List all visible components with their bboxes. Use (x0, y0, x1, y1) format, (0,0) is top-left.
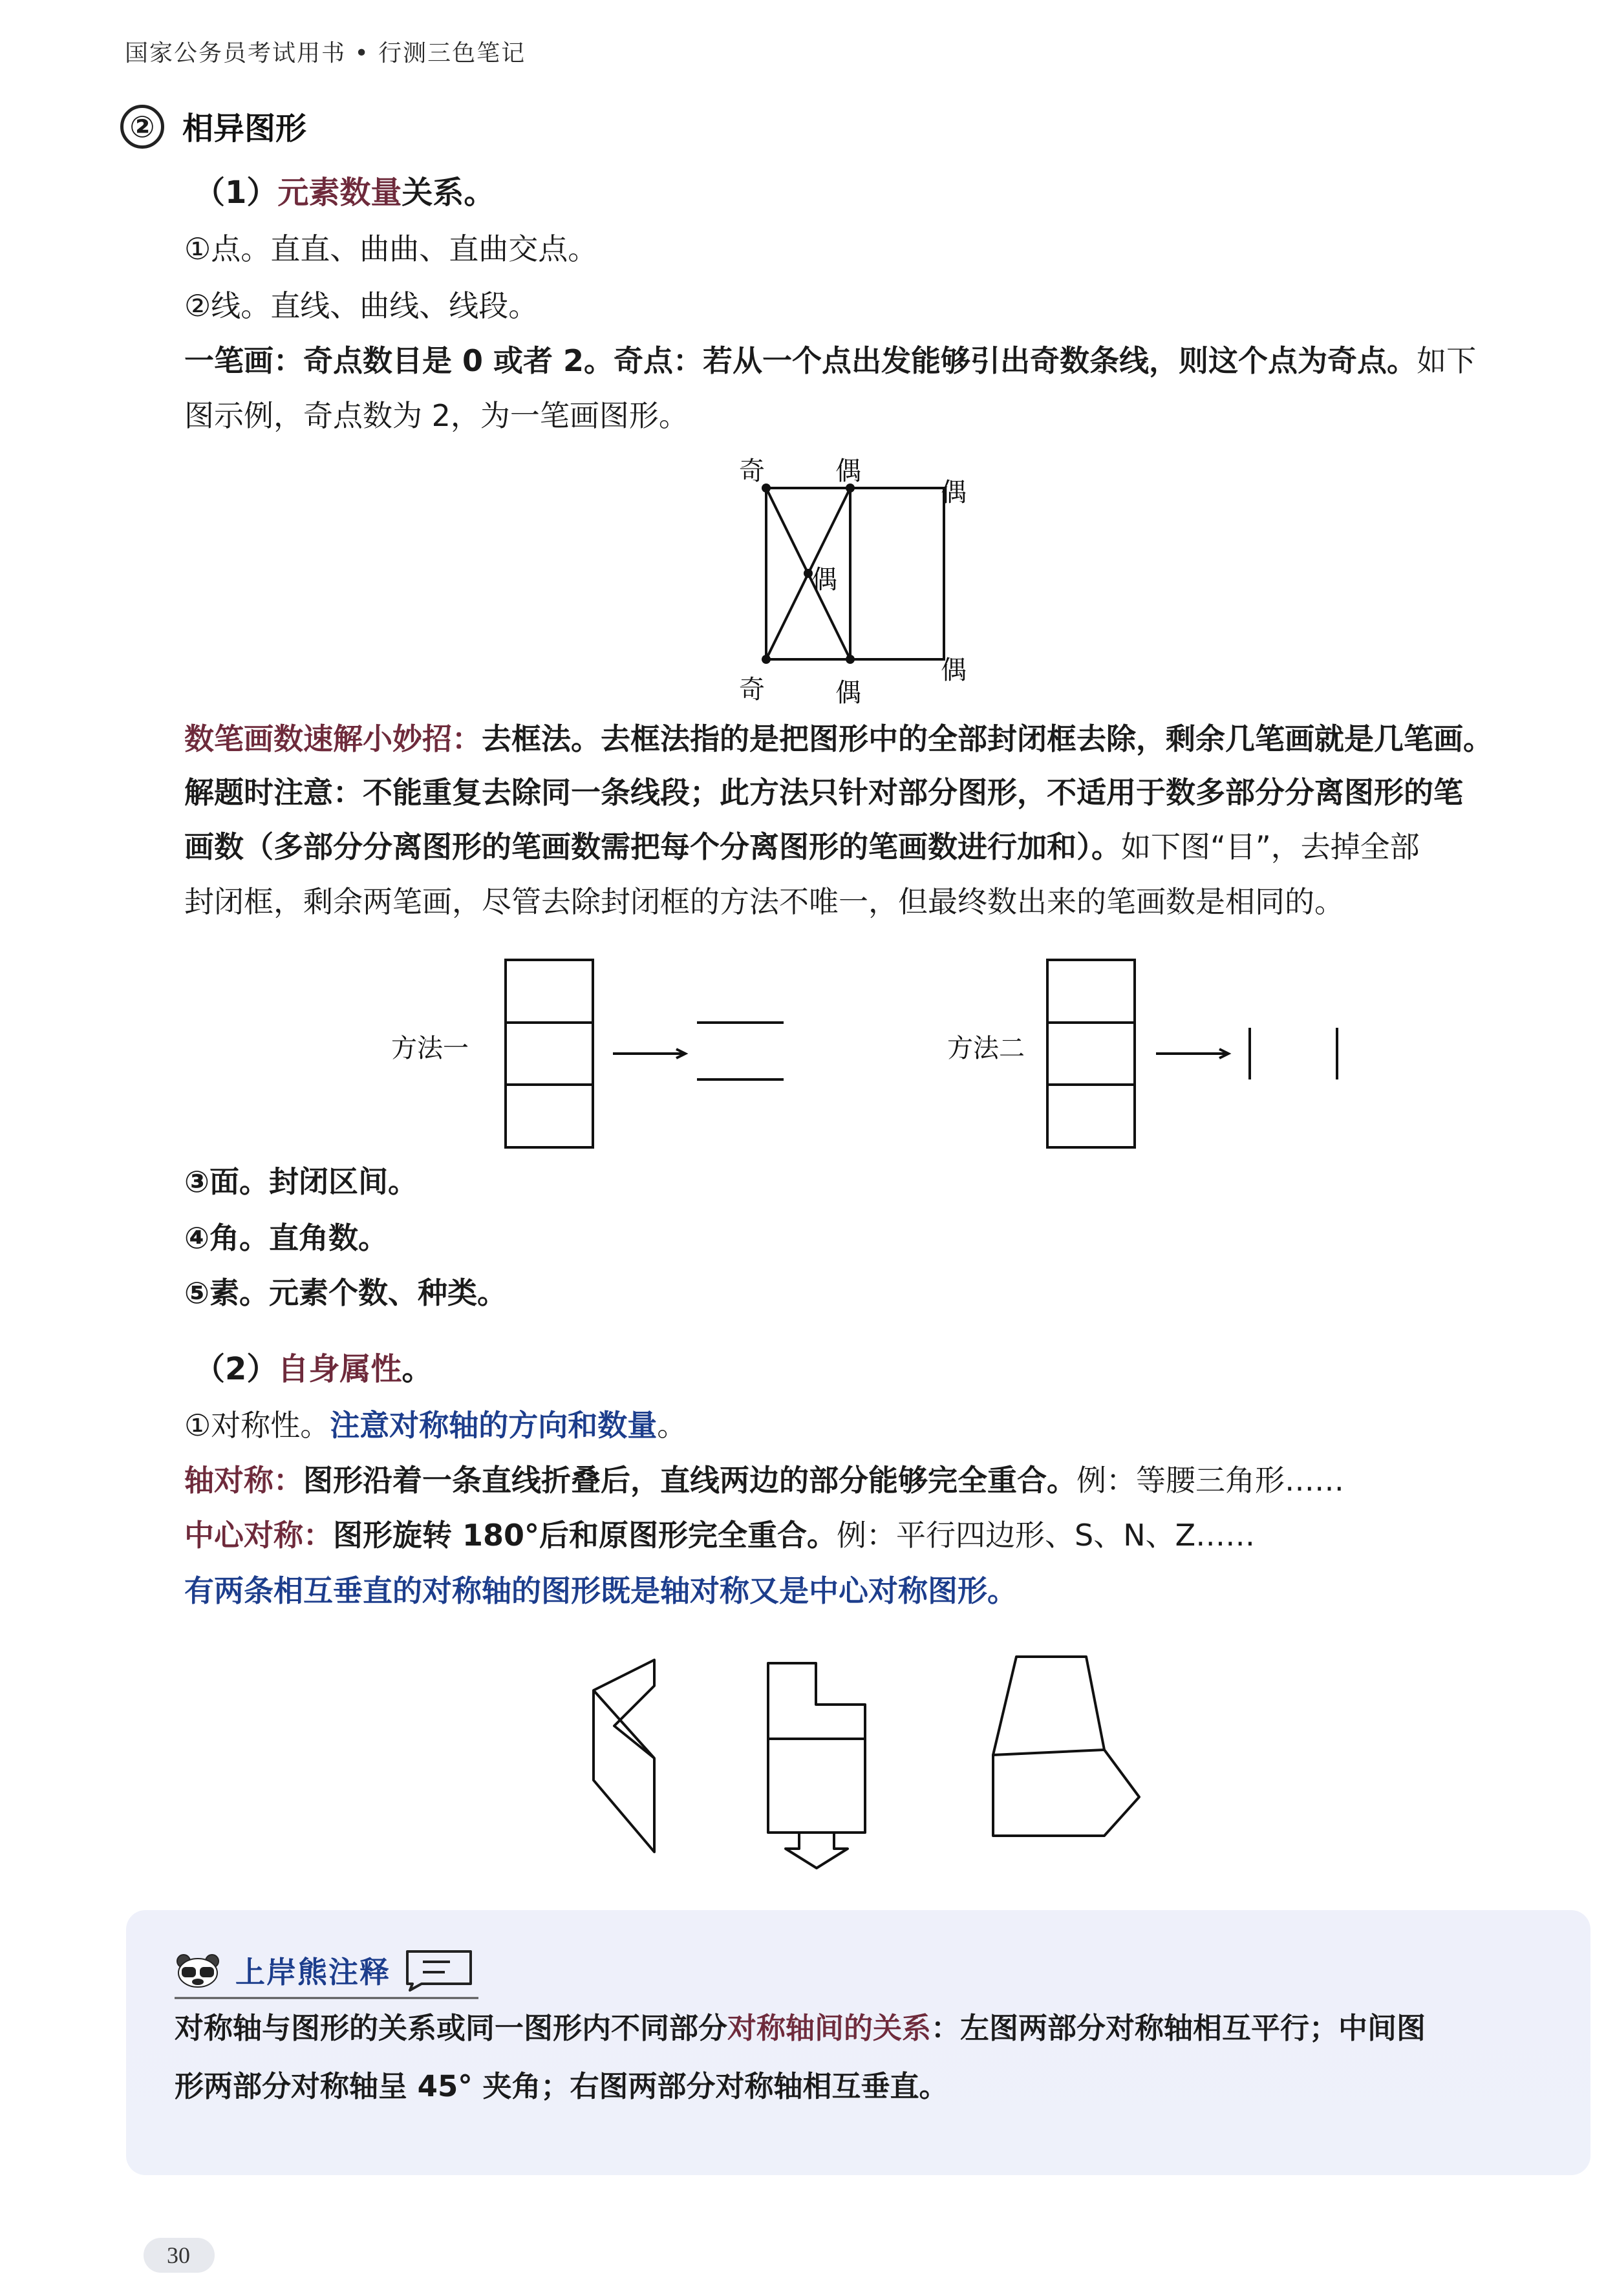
diagonal-figure-arrow (786, 1833, 848, 1868)
note-line1-colored: 对称轴间的关系 (727, 2011, 932, 2045)
center-symmetry-line (184, 1517, 1255, 1553)
axis-symmetry-label: 轴对称： (184, 1463, 303, 1498)
note-header-underline (175, 1996, 498, 2001)
part2-heading-colored: 自身属性 (277, 1351, 402, 1387)
figure1-outer-rect (766, 488, 944, 659)
symmetry-item-end: 。 (657, 1408, 687, 1443)
item-line: ②线。直线、曲线、线段。 (184, 288, 539, 323)
note-line1 (175, 2010, 1426, 2046)
method2-box (1047, 960, 1135, 1147)
perpendicular-axes-figure (989, 1652, 1151, 1839)
part1-heading (194, 175, 495, 211)
tip-line3 (184, 829, 1420, 865)
tip-line2: 解题时注意：不能重复去除同一条线段；此方法只针对部分图形，不适用于数多部分分离图形的笔 (184, 775, 1463, 810)
yibihua-definition: 一笔画：奇点数目是 0 或者 2。奇点：若从一个点出发能够引出奇数条线，则这个点为奇点。 (184, 343, 1417, 378)
part1-heading-prefix: （1） (194, 175, 278, 211)
note-line2: 形两部分对称轴呈 45° 夹角；右图两部分对称轴相互垂直。 (175, 2069, 948, 2103)
item-element: ⑤素。元素个数、种类。 (184, 1275, 507, 1310)
part2-heading (194, 1351, 433, 1387)
note-header (175, 1940, 475, 2000)
perpendicular-figure-outline (993, 1657, 1139, 1836)
running-header: 国家公务员考试用书 • 行测三色笔记 (125, 40, 526, 67)
tip-label: 数笔画数速解小妙招： (184, 721, 482, 756)
note-line1-a: 对称轴与图形的关系或同一图形内不同部分 (175, 2011, 728, 2045)
center-symmetry-definition: 图形旋转 180°后和原图形完全重合。 (333, 1518, 837, 1553)
center-symmetry-example: 例：平行四边形、S、N、Z…… (837, 1518, 1256, 1553)
page-number: 30 (144, 2238, 215, 2273)
axis-symmetry-definition: 图形沿着一条直线折叠后，直线两边的部分能够完全重合。 (303, 1463, 1076, 1498)
perpendicular-figure-divider (993, 1750, 1104, 1755)
label-even-top: 偶 (835, 456, 861, 486)
label-even-bottom: 偶 (835, 678, 861, 708)
axis-symmetry-line (184, 1462, 1344, 1498)
method2-figure (1040, 953, 1350, 1154)
item-point: ①点。直直、曲曲、直曲交点。 (184, 231, 598, 266)
parallel-axes-figure (582, 1655, 659, 1862)
tip-line4: 封闭框，剩余两笔画，尽管去除封闭框的方法不唯一，但最终数出来的笔画数是相同的。 (184, 884, 1344, 919)
item-angle: ④角。直角数。 (184, 1220, 388, 1255)
part2-heading-suffix: 。 (402, 1351, 433, 1387)
symmetry-item (184, 1407, 687, 1443)
symmetry-item-label: ①对称性。 (184, 1408, 330, 1443)
part2-heading-prefix: （2） (194, 1351, 278, 1387)
label-even-top-right: 偶 (941, 478, 967, 507)
diagonal-axes-figure (763, 1658, 879, 1871)
parallel-figure-fold (594, 1690, 654, 1758)
parallel-figure-outline (594, 1660, 654, 1852)
note-title: 上岸熊注释 (235, 1955, 391, 1990)
both-symmetry-statement: 有两条相互垂直的对称轴的图形既是轴对称又是中心对称图形。 (184, 1573, 1017, 1608)
part1-heading-colored: 元素数量 (277, 175, 402, 211)
method2-label: 方法二 (947, 1034, 1025, 1063)
tip-line1-text: 去框法。去框法指的是把图形中的全部封闭框去除，剩余几笔画就是几笔画。 (482, 721, 1493, 756)
symmetry-item-note: 注意对称轴的方向和数量 (330, 1408, 658, 1443)
tip-line3-normal: 如下图“目”，去掉全部 (1121, 829, 1420, 864)
point-bottom-left (762, 655, 771, 664)
point-bottom-middle (846, 655, 855, 664)
yibihua-paragraph-line2: 图示例，奇点数为 2，为一笔画图形。 (184, 398, 689, 433)
label-even-center: 偶 (811, 565, 837, 595)
center-symmetry-label: 中心对称： (184, 1518, 333, 1553)
label-odd-bottom: 奇 (739, 675, 765, 705)
diagonal-figure-outline (768, 1663, 865, 1833)
item-face: ③面。封闭区间。 (184, 1164, 418, 1199)
speech-bubble-icon (403, 1948, 475, 1993)
part1-heading-suffix: 关系。 (402, 175, 495, 211)
label-even-bottom-right: 偶 (941, 655, 967, 685)
tip-line3-bold: 画数（多部分分离图形的笔画数需把每个分离图形的笔画数进行加和）。 (184, 829, 1121, 864)
section-number: ② (120, 105, 164, 149)
section-title: 相异图形 (182, 111, 307, 147)
method1-label: 方法一 (391, 1034, 469, 1063)
method1-figure (498, 953, 808, 1154)
tip-line1 (184, 721, 1493, 757)
yibihua-text-a: 如下 (1417, 343, 1477, 378)
axis-symmetry-example: 例：等腰三角形…… (1076, 1463, 1344, 1498)
note-line1-b: ：左图两部分对称轴相互平行；中间图 (931, 2011, 1426, 2045)
yibihua-paragraph-line1 (184, 343, 1476, 379)
label-odd-top: 奇 (739, 456, 765, 486)
method1-box (506, 960, 593, 1147)
bear-icon (175, 1952, 221, 1988)
